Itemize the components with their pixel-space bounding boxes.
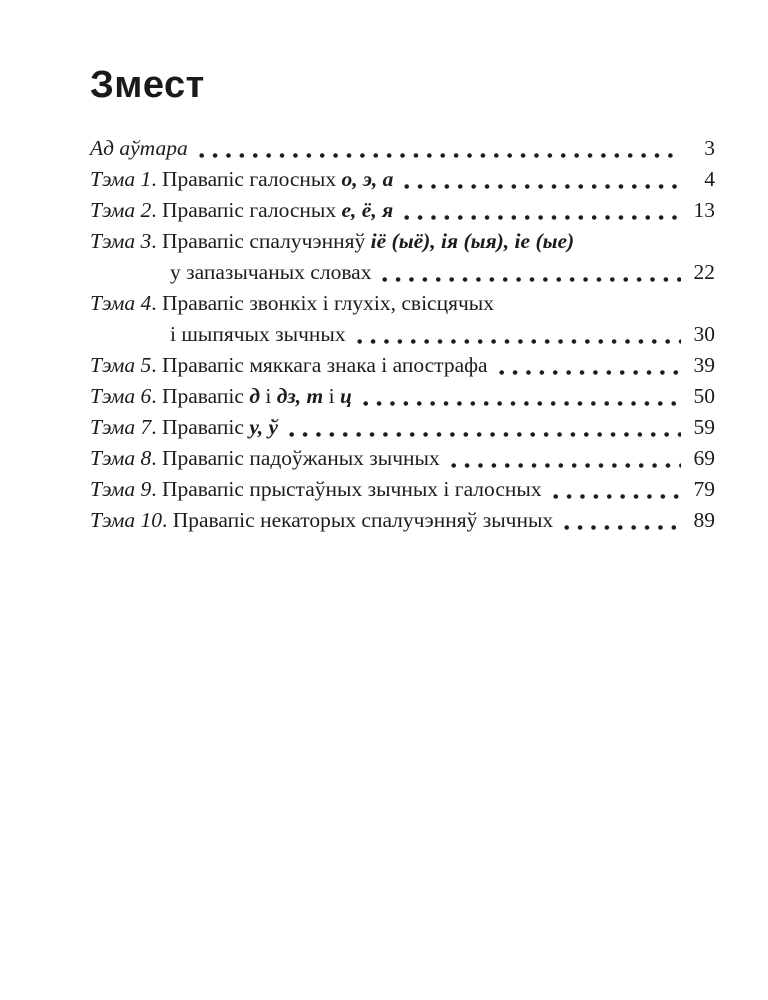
entry-text: Тэма 7. Правапіс у, ў: [90, 415, 279, 439]
toc-line: [90, 474, 715, 505]
toc-line: [90, 133, 715, 164]
toc-entry-tema-1: [90, 164, 715, 195]
toc-line: [90, 381, 715, 412]
toc-entry-tema-4: [90, 288, 715, 350]
dot-leader: [549, 474, 681, 505]
entry-text: Ад аўтара: [90, 136, 188, 160]
entry-text: Тэма 2. Правапіс галосных е, ё, я: [90, 198, 394, 222]
toc-line: [90, 412, 715, 443]
dot-leader: [495, 350, 681, 381]
entry-text: Тэма 5. Правапіс мяккага знака і апострафа: [90, 353, 488, 377]
page-title: Змест: [90, 64, 205, 106]
page-number: 39: [693, 353, 715, 377]
toc-line: [90, 164, 715, 195]
page-number: 3: [704, 136, 715, 160]
toc-line: [90, 288, 715, 319]
entry-text: і шыпячых зычных: [170, 322, 346, 346]
page-number: 13: [693, 198, 715, 222]
page-number: 89: [693, 508, 715, 532]
entry-text: Тэма 1. Правапіс галосных о, э, а: [90, 167, 394, 191]
toc-entry-tema-7: [90, 412, 715, 443]
toc-list: [90, 133, 715, 536]
toc-entry-tema-8: [90, 443, 715, 474]
dot-leader: [447, 443, 681, 474]
dot-leader: [378, 257, 681, 288]
entry-text: Тэма 10. Правапіс некаторых спалучэнняў зычных: [90, 508, 554, 532]
dot-leader: [400, 195, 681, 226]
page-number: 59: [693, 415, 715, 439]
page-number: 69: [693, 446, 715, 470]
toc-line: [90, 505, 715, 536]
dot-leader: [285, 412, 681, 443]
page-number: 4: [704, 167, 715, 191]
page-number: 30: [693, 322, 715, 346]
toc-line: [90, 226, 715, 257]
page-number: 50: [693, 384, 715, 408]
toc-line: [90, 350, 715, 381]
entry-text: Тэма 3. Правапіс спалучэнняў іё (ыё), ія (ыя), іе (ые): [90, 229, 575, 253]
toc-entry-tema-5: [90, 350, 715, 381]
dot-leader: [359, 381, 681, 412]
entry-text: Тэма 4. Правапіс звонкіх і глухіх, свісцячых: [90, 291, 495, 315]
toc-entry-tema-10: [90, 505, 715, 536]
dot-leader: [353, 319, 681, 350]
dot-leader: [195, 133, 681, 164]
toc-line: [90, 443, 715, 474]
toc-entry-tema-9: [90, 474, 715, 505]
dot-leader: [560, 505, 681, 536]
toc-entry-tema-2: [90, 195, 715, 226]
page-number: 22: [693, 260, 715, 284]
entry-text: Тэма 9. Правапіс прыстаўных зычных і галосных: [90, 477, 542, 501]
dot-leader: [400, 164, 681, 195]
toc-entry-tema-6: [90, 381, 715, 412]
entry-text: Тэма 8. Правапіс падоўжаных зычных: [90, 446, 440, 470]
entry-text: Тэма 6. Правапіс д і дз, т і ц: [90, 384, 352, 408]
page-number: 79: [693, 477, 715, 501]
toc-entry-tema-3: [90, 226, 715, 288]
toc-line: [90, 257, 715, 288]
toc-line: [90, 195, 715, 226]
toc-entry-ad-autara: [90, 133, 715, 164]
entry-text: у запазычаных словах: [170, 260, 372, 284]
toc-line: [90, 319, 715, 350]
